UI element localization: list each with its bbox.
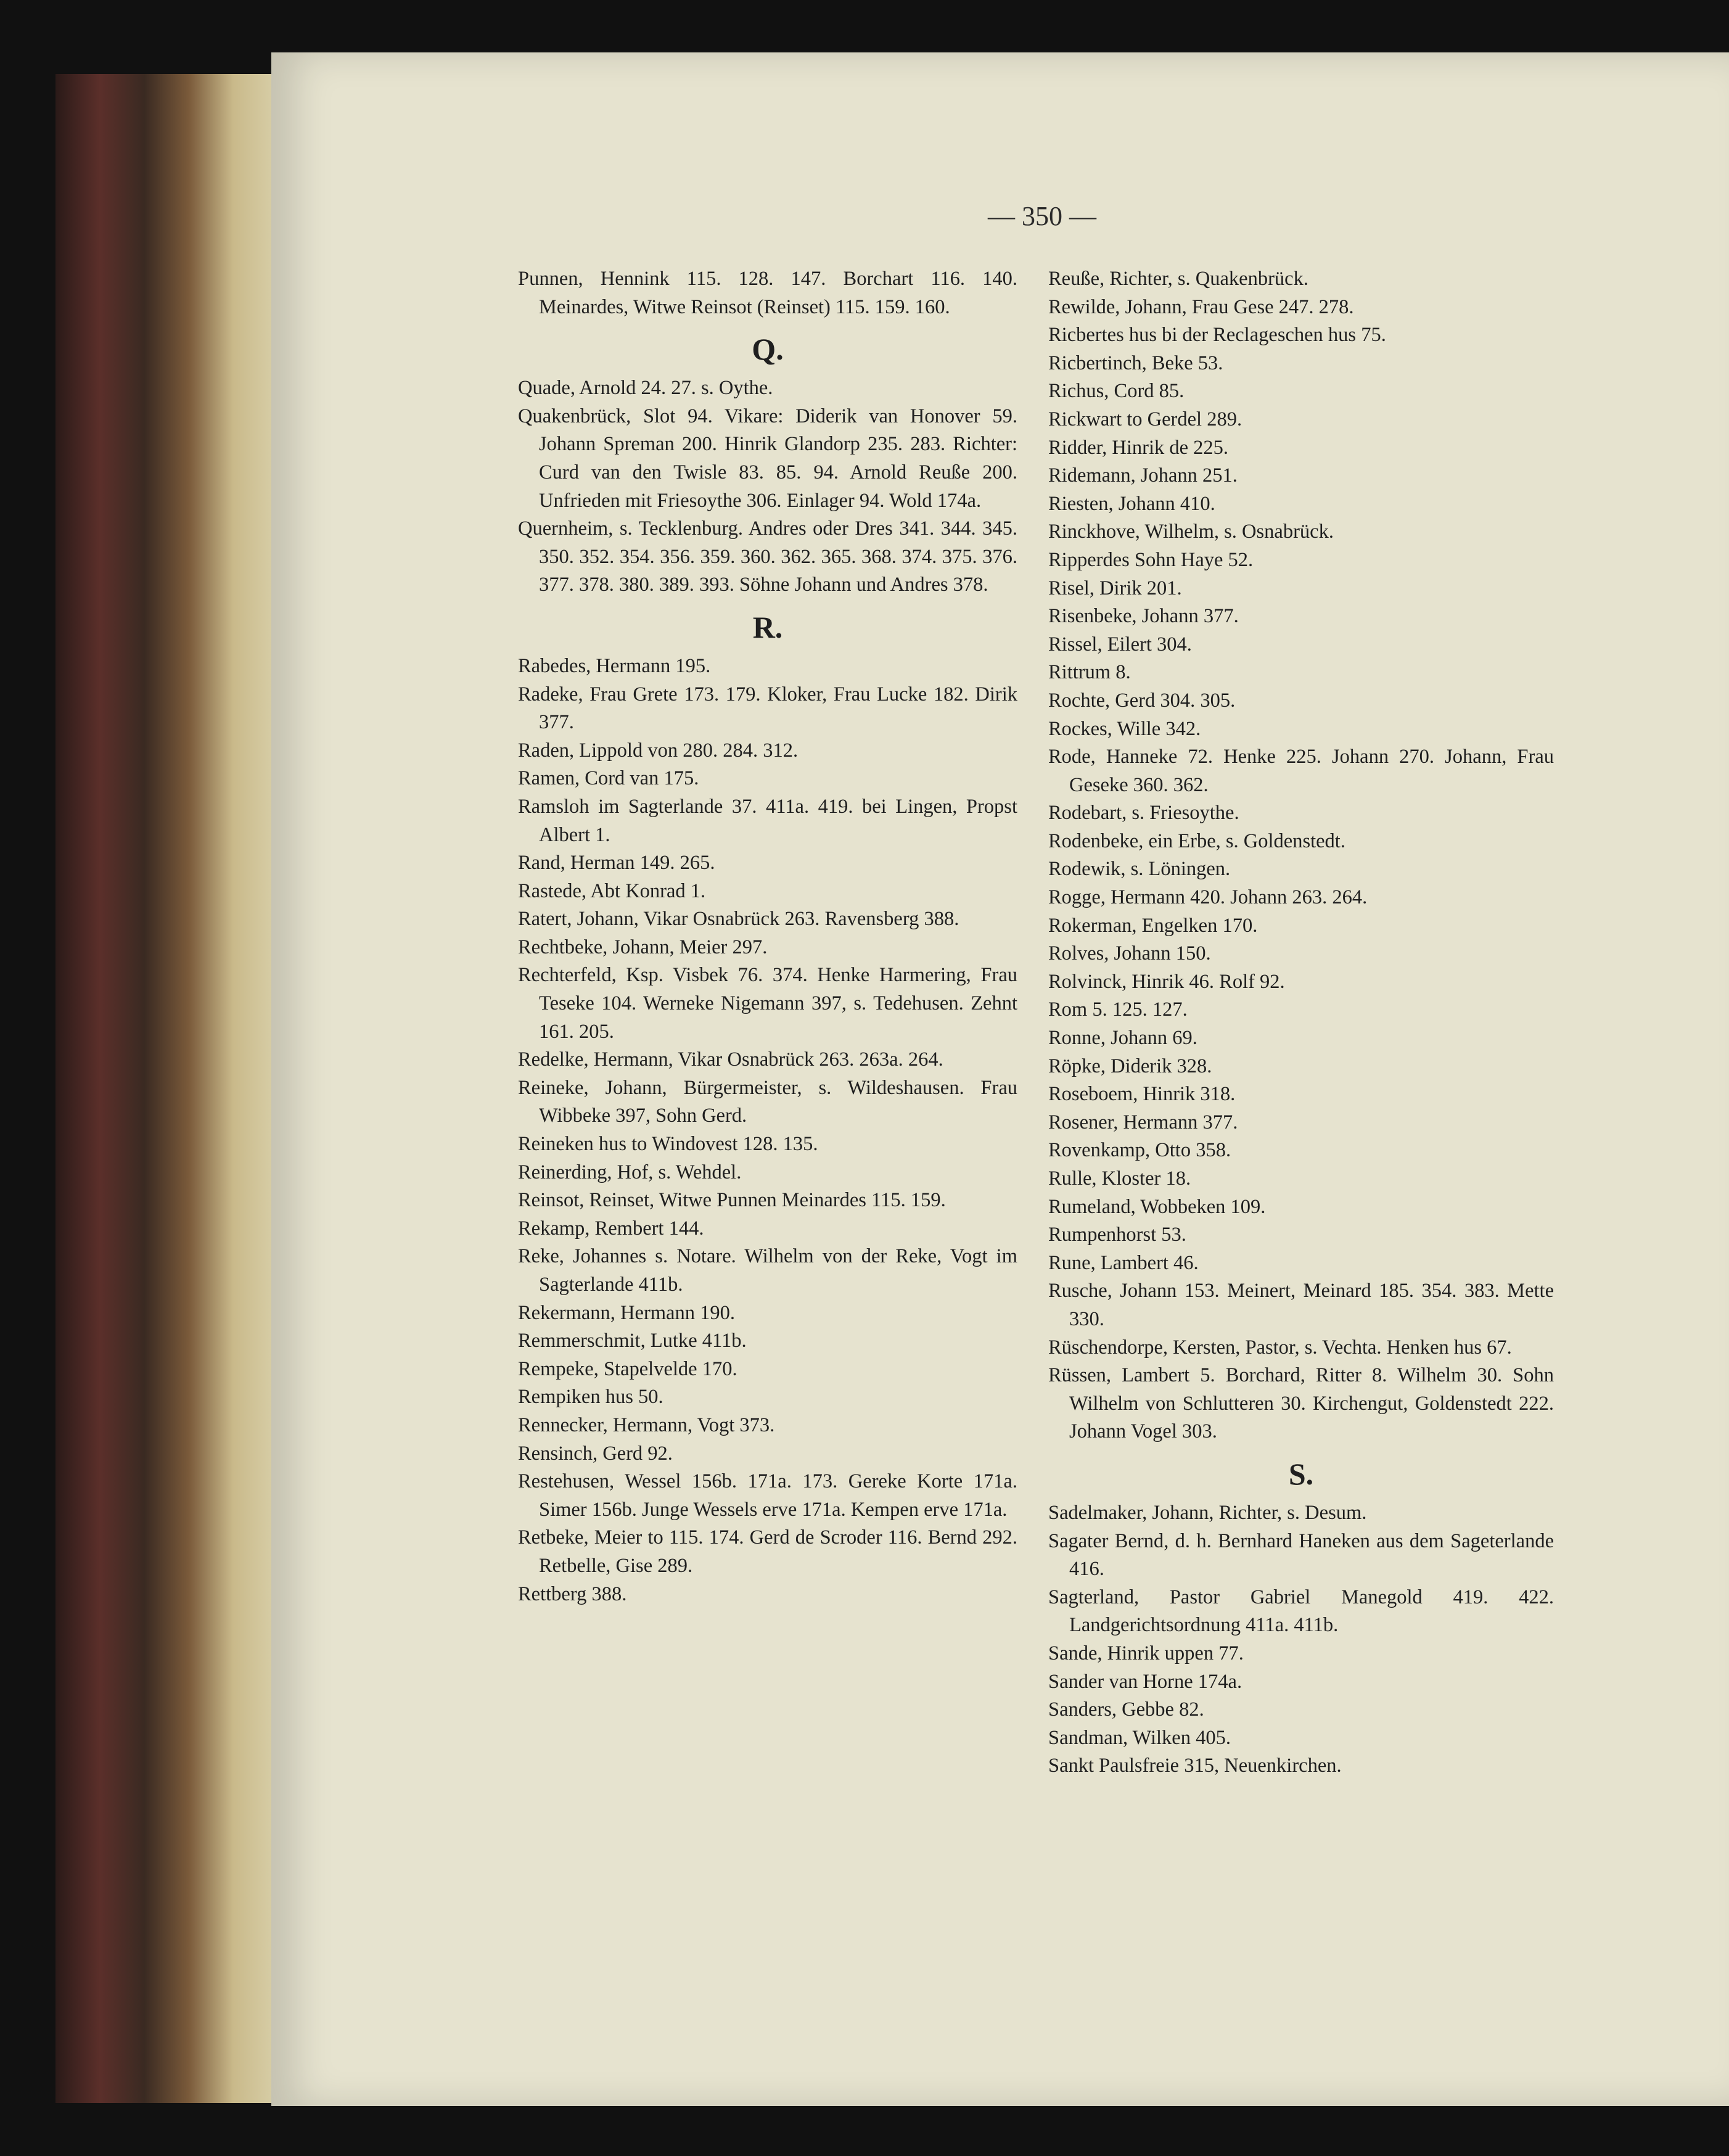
index-entry: Rüschendorpe, Kersten, Pastor, s. Vechta. Henken hus 67.: [1048, 1336, 1512, 1359]
index-entry: Ramsloh im Sagterlande 37. 411a. 419. bei Lingen, Propst Albert 1.: [518, 795, 1017, 846]
index-entry: Ripperdes Sohn Haye 52.: [1048, 548, 1254, 571]
index-entry: Sander van Horne 174a.: [1048, 1670, 1242, 1693]
index-entry: Rochte, Gerd 304. 305.: [1048, 689, 1236, 712]
index-entry: Risenbeke, Johann 377.: [1048, 605, 1239, 628]
index-entry: Rom 5. 125. 127.: [1048, 998, 1188, 1021]
index-entry: Rempeke, Stapelvelde 170.: [518, 1357, 737, 1380]
book-page-edges: [55, 74, 277, 2103]
index-entry: Quade, Arnold 24. 27. s. Oythe.: [518, 377, 773, 400]
index-entry: Redelke, Hermann, Vikar Osnabrück 263. 263a. 264.: [518, 1048, 943, 1071]
index-entry: Rechterfeld, Ksp. Visbek 76. 374. Henke Harmering, Frau Teseke 104. Werneke Nigemann 397, s. Tedehusen. Zehnt 161. 205.: [518, 964, 1017, 1043]
index-entry: Remmerschmit, Lutke 411b.: [518, 1330, 747, 1352]
section-letter-heading: S.: [1288, 1456, 1314, 1491]
index-entry: Reke, Johannes s. Notare. Wilhelm von der Reke, Vogt im Sagterlande 411b.: [518, 1245, 1017, 1296]
index-entry: Rolvinck, Hinrik 46. Rolf 92.: [1048, 970, 1285, 993]
index-entry: Rokerman, Engelken 170.: [1048, 914, 1258, 937]
index-entry: Rogge, Hermann 420. Johann 263. 264.: [1048, 886, 1368, 909]
index-entry: Rodebart, s. Friesoythe.: [1048, 802, 1239, 825]
index-entry: Retbeke, Meier to 115. 174. Gerd de Scroder 116. Bernd 292. Retbelle, Gise 289.: [518, 1526, 1017, 1577]
index-entry: Rovenkamp, Otto 358.: [1048, 1139, 1231, 1162]
index-entry: Rekamp, Rembert 144.: [518, 1217, 704, 1240]
index-entry: Rekermann, Hermann 190.: [518, 1301, 735, 1324]
index-column-right: [1048, 265, 1554, 1780]
index-entry: Rechtbeke, Johann, Meier 297.: [518, 936, 768, 958]
index-entry: Ricbertinch, Beke 53.: [1048, 352, 1223, 374]
index-entry: Rode, Hanneke 72. Henke 225. Johann 270. Johann, Frau Geseke 360. 362.: [1048, 746, 1554, 796]
index-entry: Ridder, Hinrik de 225.: [1048, 436, 1229, 459]
index-entry: Rolves, Johann 150.: [1048, 942, 1211, 965]
index-entry: Rempiken hus 50.: [518, 1386, 663, 1409]
index-entry: Sagater Bernd, d. h. Bernhard Haneken aus dem Sageterlande 416.: [1048, 1529, 1554, 1581]
index-entry: Rittrum 8.: [1048, 661, 1131, 684]
index-entry: Quakenbrück, Slot 94. Vikare: Diderik van Honover 59. Johann Spreman 200. Hinrik Glandorp 235. 283. Richter: Curd van den Twisle 83. 85. 94. Arnold Reuße 200. Unfrieden mit Friesoythe 306. Einlager 94. Wold 174a.: [518, 405, 1017, 512]
index-entry: Risel, Dirik 201.: [1048, 577, 1182, 599]
index-entry: Sadelmaker, Johann, Richter, s. Desum.: [1048, 1501, 1367, 1524]
index-entry: Reineken hus to Windovest 128. 135.: [518, 1133, 818, 1156]
index-entry: Sanders, Gebbe 82.: [1048, 1698, 1204, 1721]
index-entry: Rumeland, Wobbeken 109.: [1048, 1195, 1266, 1218]
index-entry: Ramen, Cord van 175.: [518, 767, 699, 790]
index-entry: Rüssen, Lambert 5. Borchard, Ritter 8. Wilhelm 30. Sohn Wilhelm von Schlutteren 30. Kirchengut, Goldenstedt 222. Johann Vogel 303.: [1048, 1364, 1554, 1443]
index-entry: Reinerding, Hof, s. Wehdel.: [518, 1161, 742, 1183]
index-entry: Sagterland, Pastor Gabriel Manegold 419. 422. Landgerichtsordnung 411a. 411b.: [1048, 1586, 1554, 1637]
index-entry: Rabedes, Hermann 195.: [518, 654, 711, 677]
index-entry: Rastede, Abt Konrad 1.: [518, 879, 706, 902]
index-entry: Rosener, Hermann 377.: [1048, 1111, 1238, 1134]
index-entry: Sankt Paulsfreie 315, Neuenkirchen.: [1048, 1755, 1342, 1777]
index-entry: Ratert, Johann, Vikar Osnabrück 263. Ravensberg 388.: [518, 908, 959, 931]
index-entry: Raden, Lippold von 280. 284. 312.: [518, 739, 799, 762]
index-entry: Rinckhove, Wilhelm, s. Osnabrück.: [1048, 520, 1334, 543]
index-entry: Rusche, Johann 153. Meinert, Meinard 185. 354. 383. Mette 330.: [1048, 1280, 1554, 1330]
index-entry: Radeke, Frau Grete 173. 179. Kloker, Frau Lucke 182. Dirik 377.: [518, 683, 1017, 734]
index-entry: Reineke, Johann, Bürgermeister, s. Wildeshausen. Frau Wibbeke 397, Sohn Gerd.: [518, 1076, 1017, 1127]
index-entry: Reinsot, Reinset, Witwe Punnen Meinardes 115. 159.: [518, 1189, 946, 1212]
section-letter-heading: Q.: [752, 332, 784, 367]
page-number: — 350 —: [988, 201, 1096, 231]
index-entry: Rettberg 388.: [518, 1582, 627, 1605]
index-column-left: [518, 265, 1017, 1608]
index-entry: Rockes, Wille 342.: [1048, 717, 1201, 740]
index-entry: Rennecker, Hermann, Vogt 373.: [518, 1413, 775, 1436]
index-entry: Ricbertes hus bi der Reclageschen hus 75.: [1048, 324, 1386, 347]
index-entry: Rissel, Eilert 304.: [1048, 633, 1192, 656]
index-entry: Rensinch, Gerd 92.: [518, 1442, 673, 1465]
index-entry: Rulle, Kloster 18.: [1048, 1167, 1191, 1190]
index-entry: Ridemann, Johann 251.: [1048, 464, 1238, 487]
index-entry: Rand, Herman 149. 265.: [518, 852, 715, 874]
index-entry: Restehusen, Wessel 156b. 171a. 173. Gereke Korte 171a. Simer 156b. Junge Wessels erve 171a. Kempen erve 171a.: [518, 1470, 1017, 1521]
index-entry: Röpke, Diderik 328.: [1048, 1055, 1212, 1077]
index-entry: Rodenbeke, ein Erbe, s. Goldenstedt.: [1048, 829, 1345, 852]
index-entry: Sandman, Wilken 405.: [1048, 1726, 1231, 1749]
section-letter-heading: R.: [752, 609, 783, 644]
index-entry: Sande, Hinrik uppen 77.: [1048, 1642, 1244, 1664]
index-entry: Roseboem, Hinrik 318.: [1048, 1083, 1236, 1106]
index-entry: Riesten, Johann 410.: [1048, 492, 1215, 515]
index-entry: Ronne, Johann 69.: [1048, 1027, 1197, 1050]
index-entry: Rune, Lambert 46.: [1048, 1251, 1199, 1274]
index-entry: Rickwart to Gerdel 289.: [1048, 408, 1242, 430]
index-entry: Reuße, Richter, s. Quakenbrück.: [1048, 268, 1308, 290]
index-entry: Punnen, Hennink 115. 128. 147. Borchart 116. 140. Meinardes, Witwe Reinsot (Reinset) 115. 159. 160.: [518, 268, 1017, 318]
index-entry: Rodewik, s. Löningen.: [1048, 858, 1231, 881]
index-entry: Quernheim, s. Tecklenburg. Andres oder Dres 341. 344. 345. 350. 352. 354. 356. 359. 360. 362. 365. 368. 374. 375. 376. 377. 378. 380. 389. 393. Söhne Johann und Andres 378.: [518, 517, 1017, 596]
index-entry: Rumpenhorst 53.: [1048, 1224, 1186, 1246]
index-entry: Rewilde, Johann, Frau Gese 247. 278.: [1048, 295, 1354, 318]
index-entry: Richus, Cord 85.: [1048, 380, 1185, 403]
